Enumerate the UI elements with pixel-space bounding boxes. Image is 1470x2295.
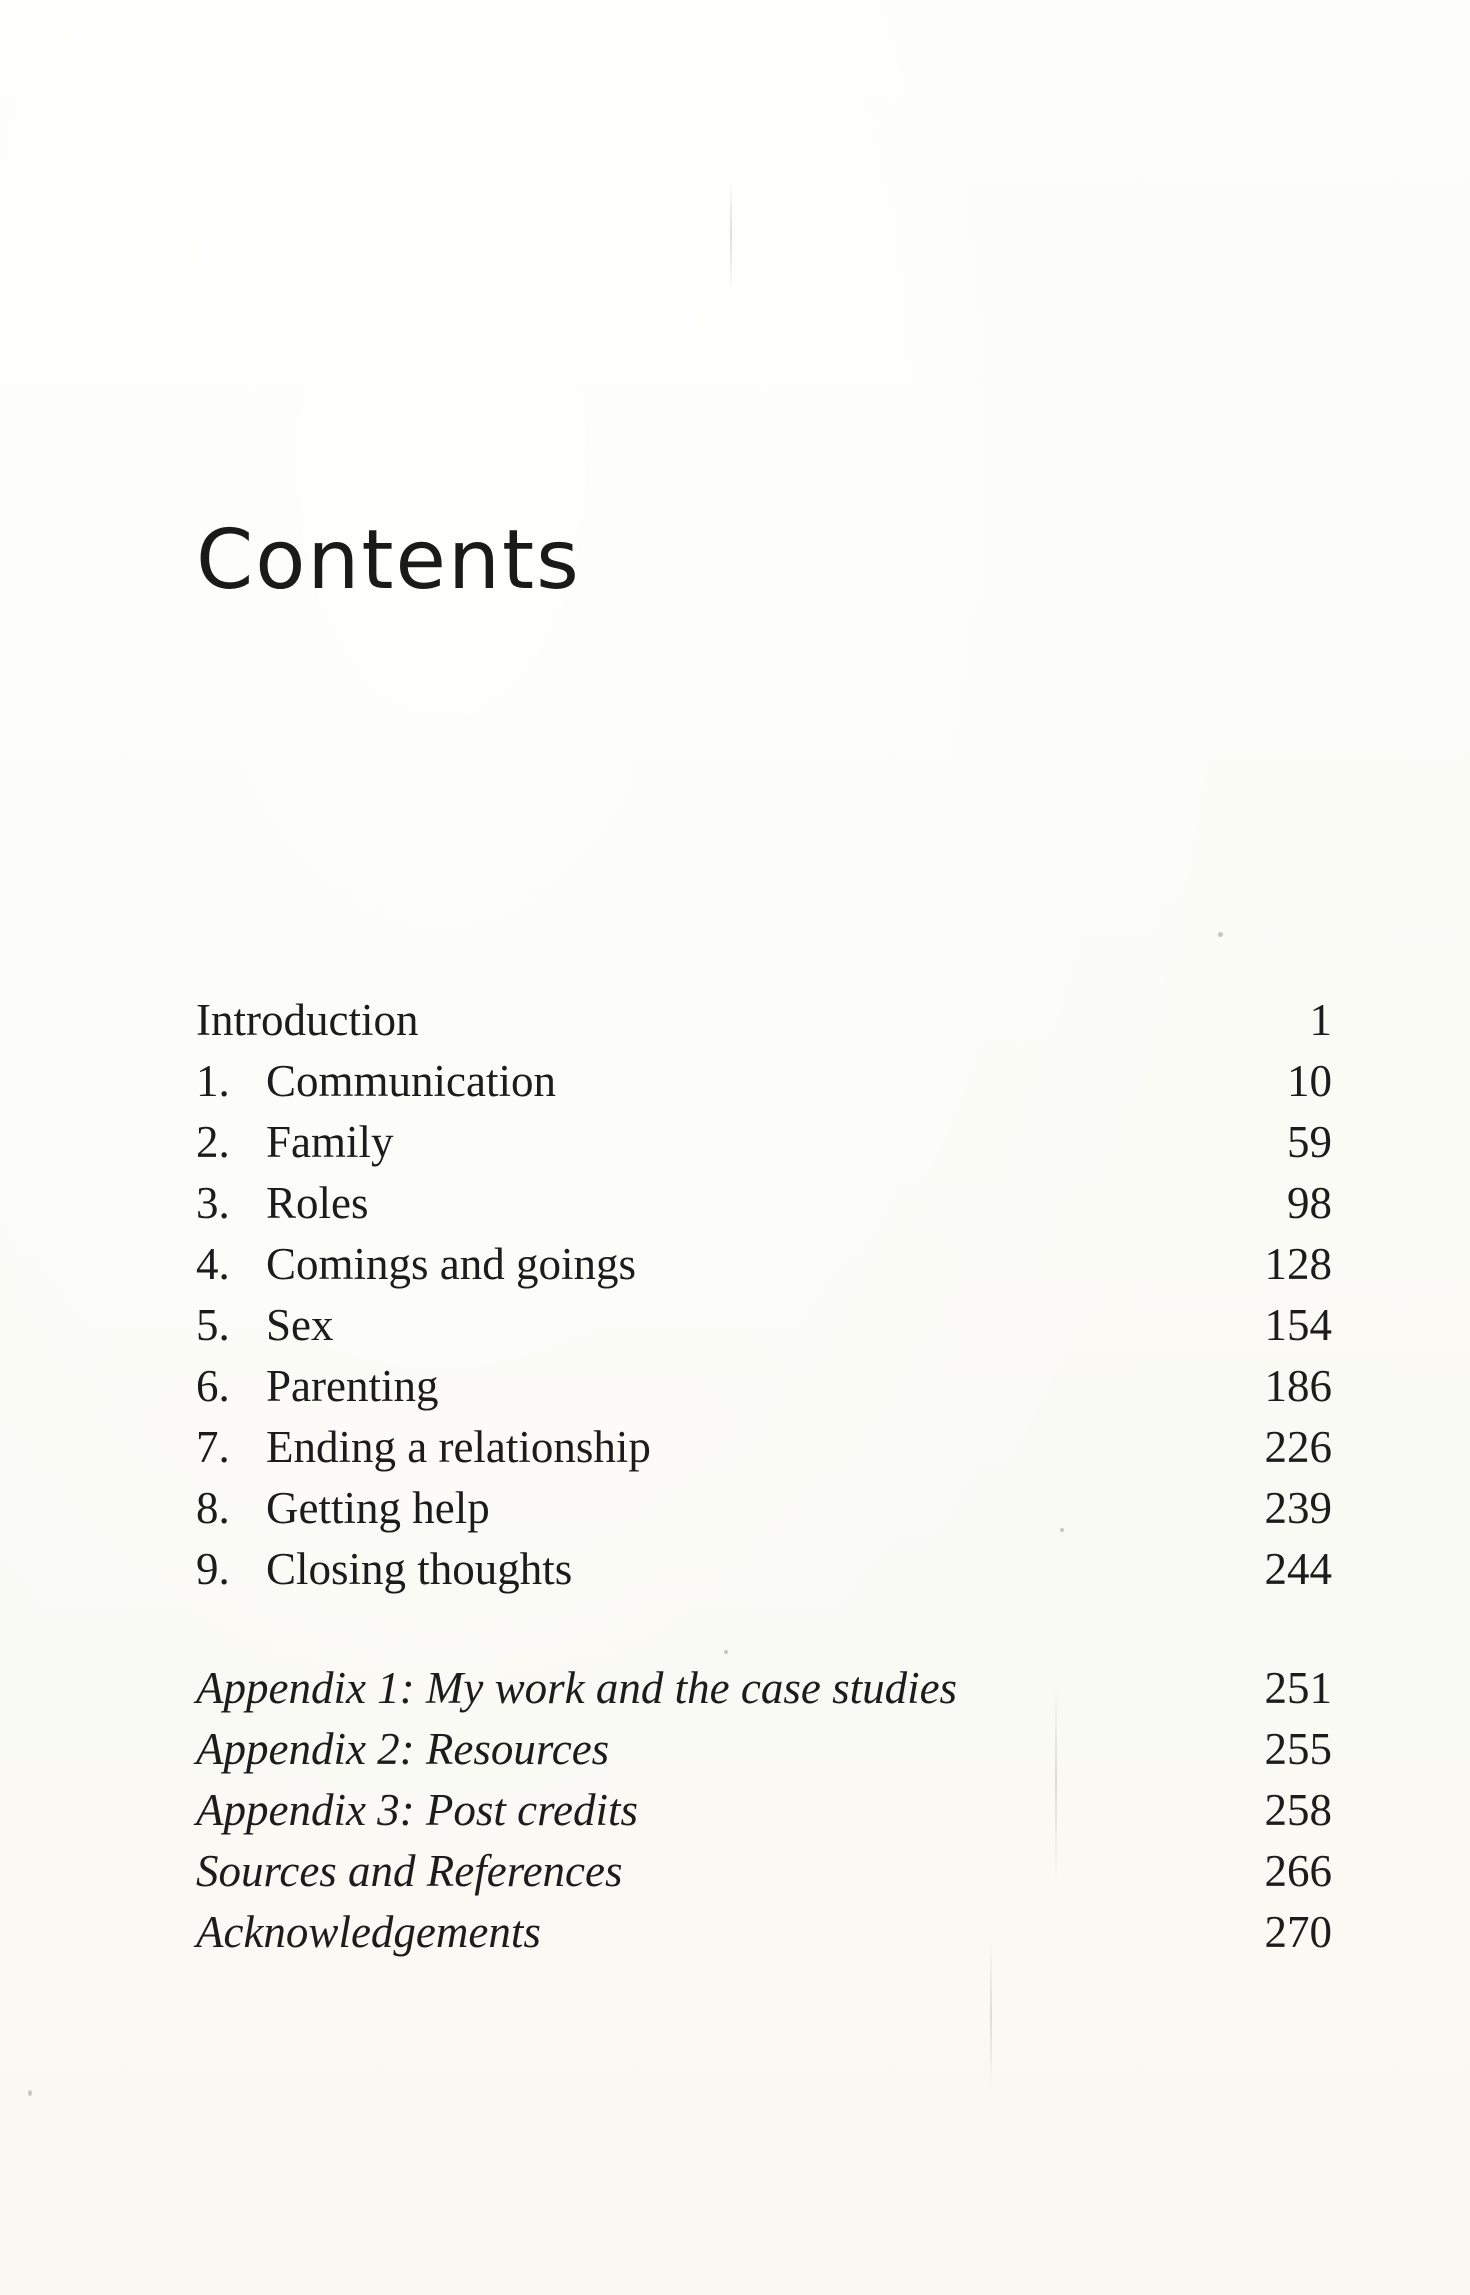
toc-entry-title: Sex — [266, 1300, 334, 1350]
toc-entry — [196, 990, 1332, 1051]
paper-speck — [28, 2090, 32, 2096]
toc-entry-page: 154 — [1264, 1300, 1332, 1350]
toc-entry-title: Acknowledgements — [196, 1907, 541, 1957]
toc-back-matter-entry — [196, 1902, 1332, 1963]
toc-entry-title: Comings and goings — [266, 1239, 637, 1289]
toc-entry-page: 1 — [1309, 995, 1332, 1045]
toc-entry-title: Roles — [266, 1178, 369, 1228]
toc-chapter-list — [196, 990, 1332, 1600]
toc-entry-title: Appendix 2: Resources — [196, 1724, 610, 1774]
toc-entry-number: 4. — [196, 1239, 230, 1289]
toc-entry-number: 7. — [196, 1422, 230, 1472]
toc-entry-number: 3. — [196, 1178, 230, 1228]
toc-entry-page: 128 — [1264, 1239, 1332, 1289]
toc-entry-number: 2. — [196, 1117, 230, 1167]
toc-entry-title: Appendix 1: My work and the case studies — [196, 1663, 958, 1713]
toc-entry-number: 5. — [196, 1300, 230, 1350]
page-title: Contents — [196, 513, 581, 608]
toc-entry-title: Communication — [266, 1056, 556, 1106]
toc-entry-number: 9. — [196, 1544, 230, 1594]
toc-entry-page: 186 — [1264, 1361, 1332, 1411]
toc-entry-title: Family — [266, 1117, 394, 1167]
toc-entry-page: 239 — [1264, 1483, 1332, 1533]
toc-entry — [196, 1417, 1332, 1478]
toc-entry-page: 258 — [1264, 1785, 1332, 1835]
toc-entry — [196, 1539, 1332, 1600]
toc-entry-page: 270 — [1264, 1907, 1332, 1957]
toc-entry-title: Getting help — [266, 1483, 490, 1533]
toc-entry — [196, 1356, 1332, 1417]
toc-entry-page: 255 — [1264, 1724, 1332, 1774]
paper-speck — [724, 1650, 728, 1654]
paper-speck — [1218, 932, 1223, 937]
toc-entry — [196, 1478, 1332, 1539]
toc-entry-number: 1. — [196, 1056, 230, 1106]
toc-entry-title: Parenting — [266, 1361, 439, 1411]
toc-back-matter-list — [196, 1658, 1332, 1963]
toc-entry-title: Introduction — [196, 995, 419, 1045]
toc-entry-title: Appendix 3: Post credits — [196, 1785, 638, 1835]
toc-entry-title: Sources and References — [196, 1846, 623, 1896]
toc-entry — [196, 1295, 1332, 1356]
toc-entry-number: 6. — [196, 1361, 230, 1411]
toc-entry-title: Ending a relationship — [266, 1422, 651, 1472]
toc-entry-page: 266 — [1264, 1846, 1332, 1896]
toc-entry-page: 10 — [1287, 1056, 1332, 1106]
toc-entry-number: 8. — [196, 1483, 230, 1533]
toc-entry-page: 244 — [1264, 1544, 1332, 1594]
toc-entry — [196, 1173, 1332, 1234]
toc-entry-page: 251 — [1264, 1663, 1332, 1713]
toc-entry-page: 226 — [1264, 1422, 1332, 1472]
toc-entry — [196, 1112, 1332, 1173]
toc-entry-page: 59 — [1287, 1117, 1332, 1167]
toc-entry — [196, 1051, 1332, 1112]
toc-back-matter-entry — [196, 1719, 1332, 1780]
toc-entry — [196, 1234, 1332, 1295]
toc-entry-title: Closing thoughts — [266, 1544, 573, 1594]
toc-back-matter-entry — [196, 1780, 1332, 1841]
toc-back-matter-entry — [196, 1841, 1332, 1902]
toc-back-matter-entry — [196, 1658, 1332, 1719]
toc-entry-page: 98 — [1287, 1178, 1332, 1228]
paper-crease — [730, 180, 732, 290]
